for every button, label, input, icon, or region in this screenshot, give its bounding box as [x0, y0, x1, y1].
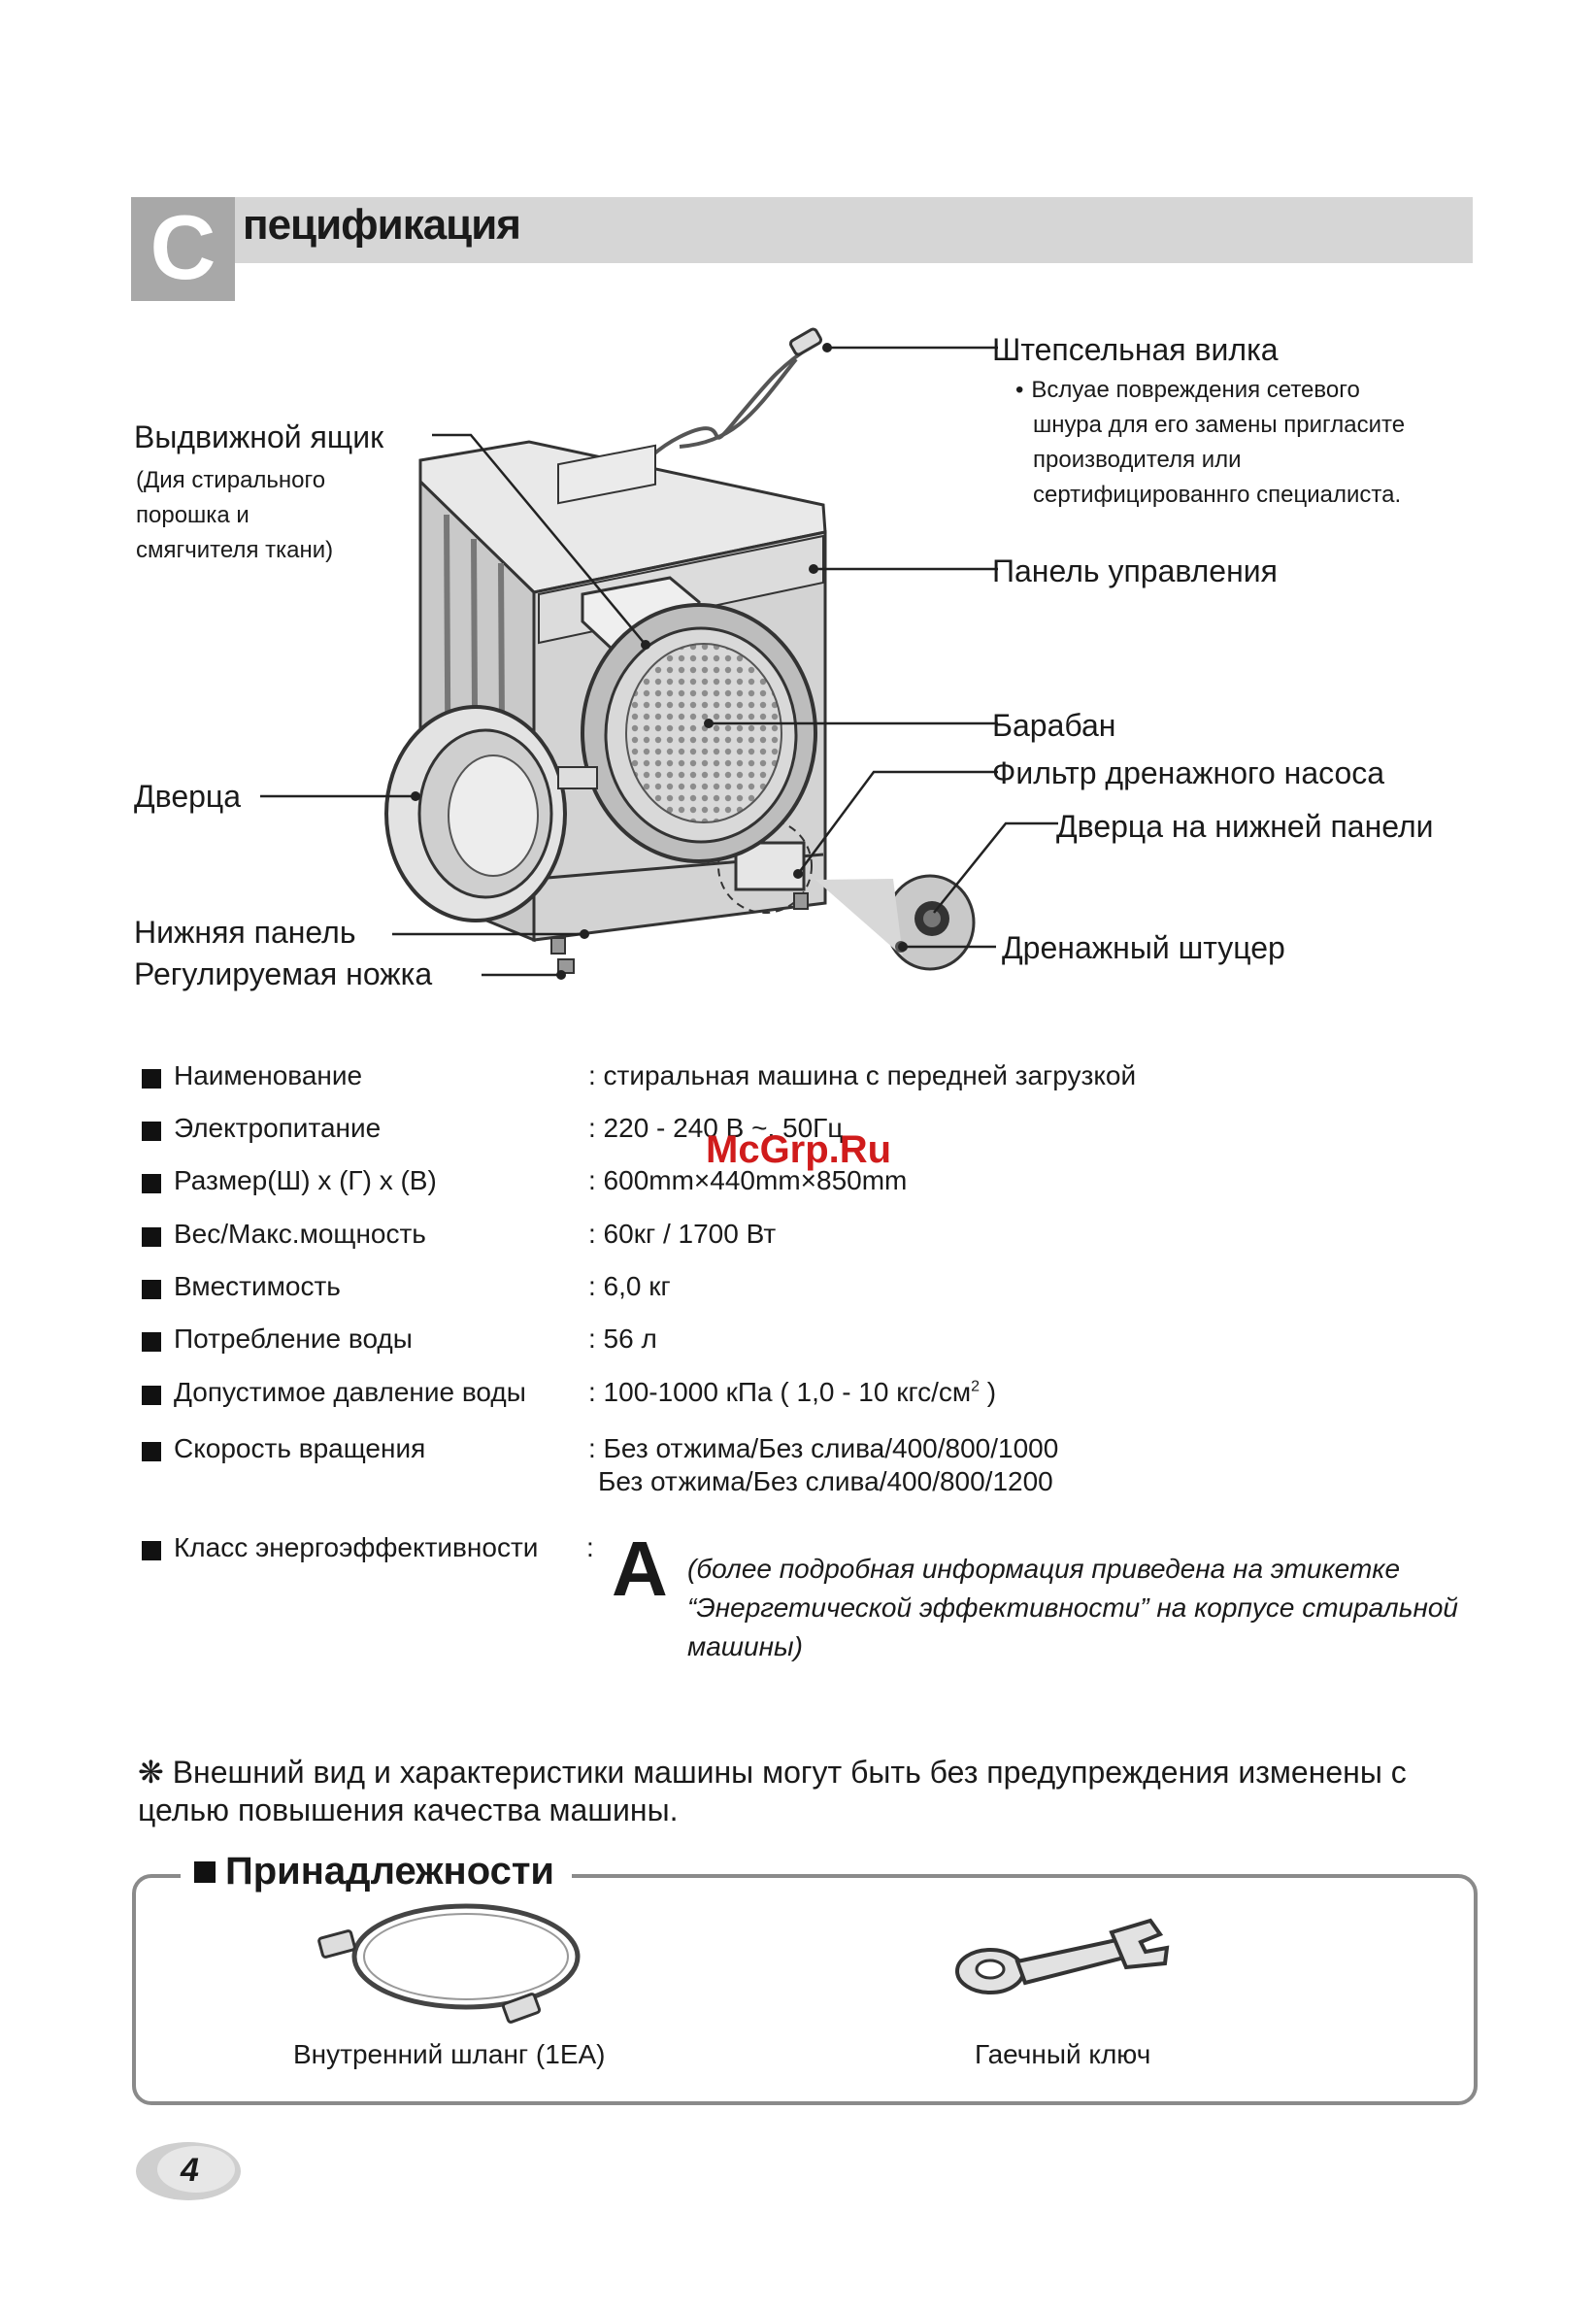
square-bullet-icon [142, 1227, 161, 1247]
page-title: пецификация [243, 201, 520, 249]
drawer-note-line-3: смягчителя ткани) [136, 537, 334, 563]
label-drum: Барабан [992, 708, 1116, 743]
spec-value: : стиральная машина с передней загрузкой [588, 1060, 1137, 1090]
header-initial-letter: С [131, 197, 235, 301]
square-bullet-icon [142, 1541, 161, 1560]
plug-note-line-3: производителя или [1033, 447, 1242, 473]
inlet-hose-icon [291, 1893, 602, 2029]
spec-value-superscript: 2 [971, 1378, 981, 1395]
accessories-title [181, 1850, 572, 1893]
square-bullet-icon [142, 1069, 161, 1089]
spec-value: : 220 - 240 В ~, 50Гц [588, 1113, 844, 1143]
spec-label: Потребление воды [174, 1324, 413, 1354]
spec-label: Электропитание [174, 1113, 382, 1143]
square-bullet-icon [142, 1442, 161, 1461]
label-door: Дверца [134, 779, 242, 814]
plug-shape [789, 328, 822, 356]
spec-value-line-2: Без отжима/Без слива/400/800/1200 [598, 1466, 1053, 1496]
spec-label: Размер(Ш) x (Г) x (В) [174, 1165, 437, 1195]
square-bullet-icon [194, 1861, 216, 1883]
spec-label: Вместимость [174, 1271, 341, 1301]
plug-note [1015, 373, 1472, 513]
plug-note-line-2: шнура для его замены пригласите [1033, 412, 1406, 438]
label-plug: Штепсельная вилка [992, 332, 1279, 367]
label-adjustable-foot: Регулируемая ножка [134, 956, 433, 991]
wrench-icon [951, 1913, 1184, 2010]
plug-note-line-1: Вслуае повреждения сетевого [1031, 377, 1360, 403]
square-bullet-icon [142, 1386, 161, 1405]
spec-value: : 56 л [588, 1324, 657, 1354]
spec-value [588, 1377, 996, 1408]
page-number: 4 [181, 2152, 199, 2189]
label-control-panel: Панель управления [992, 553, 1278, 588]
square-bullet-icon [142, 1332, 161, 1352]
spec-value: : [586, 1532, 594, 1562]
spec-label: Вес/Макс.мощность [174, 1219, 426, 1249]
square-bullet-icon [142, 1174, 161, 1193]
energy-class-note: (более подробная информация приведена на этикетке “Энергетической эффективности” на корпусе стиральной машины) [687, 1554, 1458, 1661]
label-lower-panel-door: Дверца на нижней панели [1056, 809, 1434, 844]
label-drain-pump-filter: Фильтр дренажного насоса [992, 755, 1385, 790]
accessory-caption-hose: Внутренний шланг (1EA) [293, 2039, 606, 2069]
label-lower-panel: Нижняя панель [134, 915, 356, 950]
accessories-title-text: Принадлежности [225, 1850, 555, 1893]
bullet: • [1015, 377, 1024, 403]
plug-note-line-4: сертифицированнго специалиста. [1033, 482, 1402, 508]
drawer-note-line-2: порошка и [136, 502, 249, 528]
spec-label: Скорость вращения [174, 1433, 426, 1463]
drawer-note [136, 463, 427, 568]
energy-class-letter: A [612, 1525, 668, 1612]
label-drain-hose: Дренажный штуцер [1002, 930, 1285, 965]
watermark: McGrp.Ru [706, 1128, 892, 1171]
spec-label: Класс энергоэффективности [174, 1532, 539, 1562]
drum-shape [626, 644, 781, 822]
spec-value: : 60кг / 1700 Вт [588, 1219, 777, 1249]
spec-label: Допустимое давление воды [174, 1377, 526, 1407]
spec-value: : Без отжима/Без слива/400/800/1000 [588, 1433, 1059, 1463]
drawer-note-line-1: (Дия стирального [136, 467, 326, 493]
square-bullet-icon [142, 1122, 161, 1141]
spec-label: Наименование [174, 1060, 363, 1090]
square-bullet-icon [142, 1280, 161, 1299]
spec-value: : 6,0 кг [588, 1271, 671, 1301]
spec-value-main: : 100-1000 кПа ( 1,0 - 10 кгс/см [588, 1377, 972, 1407]
label-drawer: Выдвижной ящик [134, 419, 384, 454]
accessory-caption-wrench: Гаечный ключ [975, 2039, 1151, 2069]
spec-value: : 600mm×440mm×850mm [588, 1165, 908, 1195]
footnote: ❋ Внешний вид и характеристики машины могут быть без предупреждения изменены с целью повышения качества машины. [138, 1755, 1407, 1827]
spec-row [142, 1433, 1472, 1511]
spec-value-end: ) [980, 1377, 997, 1407]
